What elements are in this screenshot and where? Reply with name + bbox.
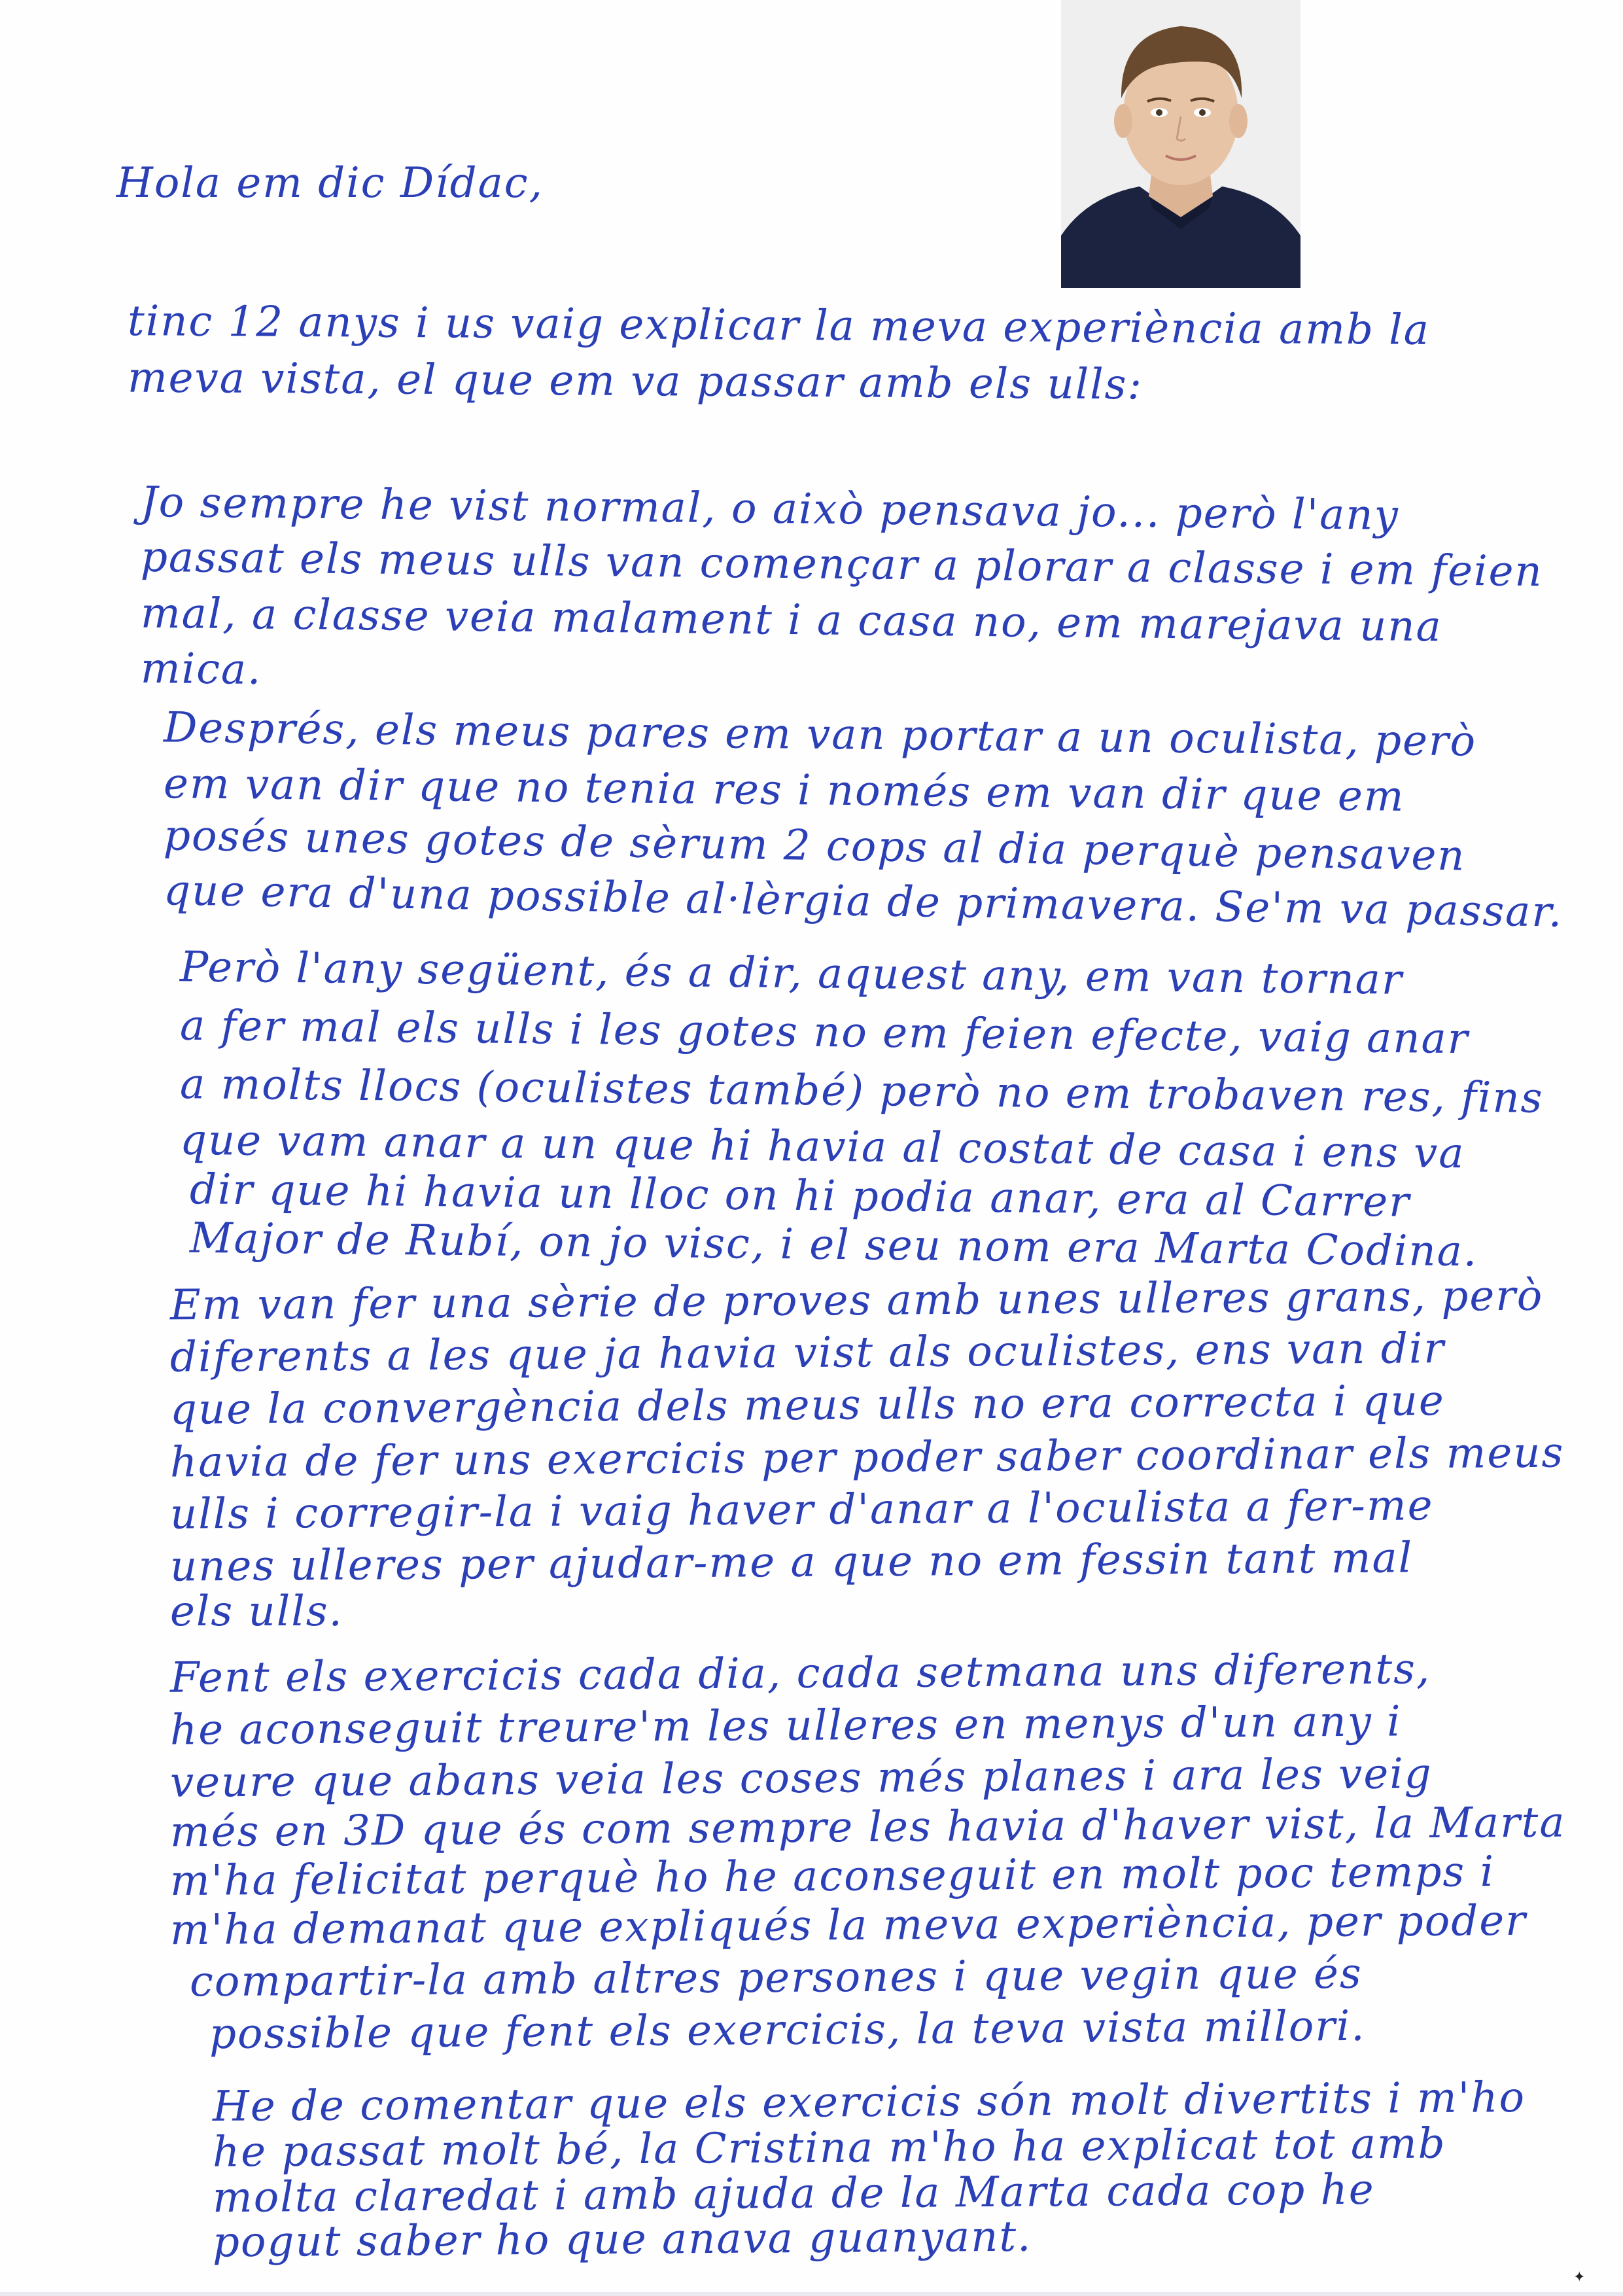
p4-line-3: que la convergència dels meus ulls no era correcta i que: [169, 1377, 1445, 1434]
p4-line-1: Em van fer una sèrie de proves amb unes ulleres grans, però: [169, 1271, 1544, 1330]
greeting: Hola em dic Dídac,: [116, 159, 544, 207]
p5-line-6: m'ha demanat que expliqués la meva experiència, per poder: [169, 1896, 1527, 1955]
p3-line-1: Però l'any següent, és a dir, aquest any, em van tornar: [179, 943, 1403, 1004]
portrait-illustration: [1061, 0, 1300, 288]
p4-line-2: diferents a les que ja havia vist als oculistes, ens van dir: [169, 1324, 1446, 1382]
p3-line-3: a molts llocs (oculistes també) però no em trobaven res, fins: [179, 1060, 1544, 1123]
p6-line-3: molta claredat i amb ajuda de la Marta cada cop he: [212, 2165, 1375, 2223]
p5-line-4: més en 3D que és com sempre les havia d'haver vist, la Marta: [169, 1798, 1566, 1857]
p4-line-6: unes ulleres per ajudar-me a que no em fessin tant mal: [169, 1534, 1414, 1591]
p3-line-2: a fer mal els ulls i les gotes no em feien efecte, vaig anar: [179, 1001, 1469, 1064]
intro-line-2: meva vista, el que em va passar amb els ulls:: [127, 353, 1143, 410]
p5-line-7: compartir-la amb altres persones i que vegin que és: [189, 1949, 1363, 2007]
p6-line-4: pogut saber ho que anava guanyant.: [212, 2212, 1032, 2267]
p5-line-3: veure que abans veia les coses més planes i ara les veig: [169, 1750, 1433, 1807]
p4-line-7: els ulls.: [170, 1587, 343, 1636]
p3-line-4: que vam anar a un que hi havia al costat de casa i ens va: [179, 1116, 1465, 1178]
p5-line-2: he aconseguit treure'm les ulleres en menys d'un any i: [169, 1697, 1402, 1755]
p2-line-4: que era d'una possible al·lèrgia de primavera. Se'm va passar.: [163, 866, 1563, 937]
p1-line-4: mica.: [140, 645, 262, 694]
p1-line-1: Jo sempre he vist normal, o això pensava jo... però l'any: [140, 478, 1400, 540]
portrait-photo: [1061, 0, 1300, 288]
p4-line-5: ulls i corregir-la i vaig haver d'anar a l'oculista a fer-me: [169, 1481, 1434, 1539]
p6-line-2: he passat molt bé, la Cristina m'ho ha explicat tot amb: [212, 2119, 1446, 2177]
p3-line-5: dir que hi havia un lloc on hi podia anar, era al Carrer: [189, 1165, 1411, 1227]
p2-line-2: em van dir que no tenia res i només em van dir que em: [163, 760, 1405, 821]
p1-line-3: mal, a classe veia malament i a casa no, em marejava una: [140, 589, 1443, 652]
p2-line-3: posés unes gotes de sèrum 2 cops al dia perquè pensaven: [163, 811, 1467, 881]
intro-line-1: tinc 12 anys i us vaig explicar la meva experiència amb la: [127, 297, 1431, 355]
p5-line-1: Fent els exercicis cada dia, cada setmana uns diferents,: [169, 1645, 1431, 1703]
p2-line-1: Després, els meus pares em van portar a un oculista, però: [163, 703, 1477, 766]
p4-line-4: havia de fer uns exercicis per poder saber coordinar els meus: [169, 1428, 1565, 1487]
p3-line-6: Major de Rubí, on jo visc, i el seu nom era Marta Codina.: [189, 1214, 1478, 1277]
page-bottom-edge: [0, 2292, 1623, 2296]
p6-line-1: He de comentar que els exercicis són molt divertits i m'ho: [212, 2073, 1526, 2132]
scan-mark: ✦: [1573, 2269, 1586, 2286]
p1-line-2: passat els meus ulls van començar a plorar a classe i em feien: [140, 533, 1544, 597]
p5-line-5: m'ha felicitat perquè ho he aconseguit en molt poc temps i: [169, 1847, 1495, 1906]
p5-line-8: possible que fent els exercicis, la teva vista millori.: [209, 2002, 1366, 2059]
